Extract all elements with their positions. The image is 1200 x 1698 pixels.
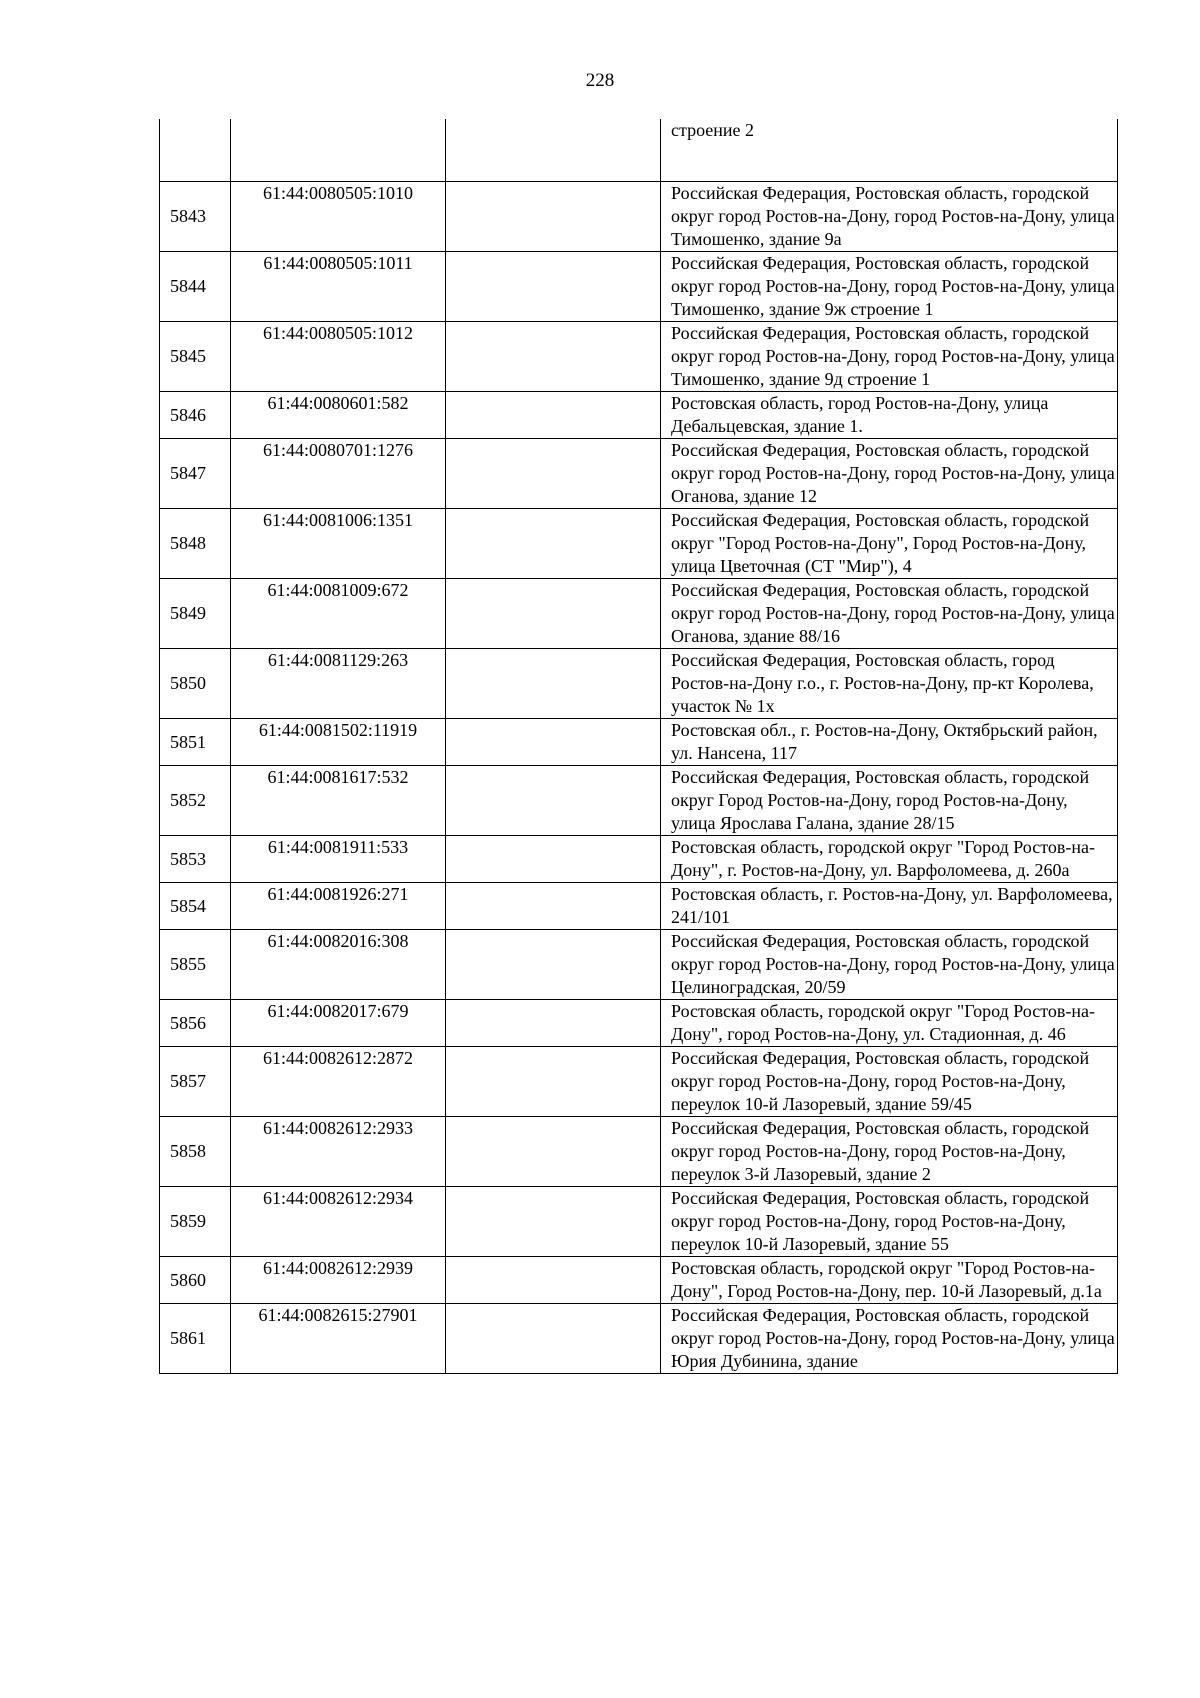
table-row <box>160 439 1118 509</box>
empty-cell <box>446 1304 661 1374</box>
address-cell: Ростовская область, городской округ "Город Ростов-на-Дону", Город Ростов-на-Дону, пер. 10-й Лазоревый, д.1а <box>661 1257 1118 1304</box>
row-number-cell: 5859 <box>160 1187 231 1257</box>
cadastral-number-cell: 61:44:0081129:263 <box>231 649 446 719</box>
empty-cell <box>446 119 661 182</box>
table-row <box>160 1047 1118 1117</box>
cadastral-number-cell: 61:44:0082017:679 <box>231 1000 446 1047</box>
row-number-cell: 5843 <box>160 182 231 252</box>
address-cell: Ростовская область, городской округ "Город Ростов-на-Дону", город Ростов-на-Дону, ул. Стадионная, д. 46 <box>661 1000 1118 1047</box>
empty-cell <box>446 649 661 719</box>
table-row <box>160 883 1118 930</box>
row-number-cell: 5861 <box>160 1304 231 1374</box>
table-row <box>160 719 1118 766</box>
table-row <box>160 1257 1118 1304</box>
address-cell: Российская Федерация, Ростовская область, городской округ город Ростов-на-Дону, город Ростов-на-Дону, улица Юрия Дубинина, здание <box>661 1304 1118 1374</box>
table-row <box>160 1304 1118 1374</box>
table-row <box>160 766 1118 836</box>
table-row <box>160 392 1118 439</box>
empty-cell <box>446 930 661 1000</box>
address-cell: Российская Федерация, Ростовская область, городской округ город Ростов-на-Дону, город Ростов-на-Дону, улица Тимошенко, здание 9ж строение 1 <box>661 252 1118 322</box>
cadastral-number-cell: 61:44:0080505:1010 <box>231 182 446 252</box>
empty-cell <box>446 1047 661 1117</box>
address-cell: Ростовская область, городской округ "Город Ростов-на-Дону", г. Ростов-на-Дону, ул. Варфоломеева, д. 260а <box>661 836 1118 883</box>
cadastral-number-cell <box>231 119 446 182</box>
address-cell: строение 2 <box>661 119 1118 182</box>
table-row <box>160 322 1118 392</box>
cadastral-number-cell: 61:44:0082615:27901 <box>231 1304 446 1374</box>
address-cell: Российская Федерация, Ростовская область, городской округ город Ростов-на-Дону, город Ростов-на-Дону, улица Целиноградская, 20/59 <box>661 930 1118 1000</box>
empty-cell <box>446 1257 661 1304</box>
cadastral-number-cell: 61:44:0082612:2934 <box>231 1187 446 1257</box>
address-cell: Российская Федерация, Ростовская область, городской округ город Ростов-на-Дону, город Ростов-на-Дону, улица Тимошенко, здание 9д строение 1 <box>661 322 1118 392</box>
row-number-cell: 5856 <box>160 1000 231 1047</box>
page-number: 228 <box>585 70 615 91</box>
row-number-cell: 5854 <box>160 883 231 930</box>
address-cell: Российская Федерация, Ростовская область, городской округ Город Ростов-на-Дону, город Ростов-на-Дону, улица Ярослава Галана, здание 28/15 <box>661 766 1118 836</box>
empty-cell <box>446 1117 661 1187</box>
table-row <box>160 1000 1118 1047</box>
row-number-cell: 5849 <box>160 579 231 649</box>
row-number-cell: 5860 <box>160 1257 231 1304</box>
table-row <box>160 1187 1118 1257</box>
empty-cell <box>446 883 661 930</box>
empty-cell <box>446 766 661 836</box>
row-number-cell: 5852 <box>160 766 231 836</box>
address-cell: Российская Федерация, Ростовская область, городской округ город Ростов-на-Дону, город Ростов-на-Дону, улица Тимошенко, здание 9а <box>661 182 1118 252</box>
empty-cell <box>446 1187 661 1257</box>
empty-cell <box>446 439 661 509</box>
address-cell: Российская Федерация, Ростовская область, городской округ город Ростов-на-Дону, город Ростов-на-Дону, переулок 10-й Лазоревый, здание 59/45 <box>661 1047 1118 1117</box>
address-cell: Российская Федерация, Ростовская область, городской округ город Ростов-на-Дону, город Ростов-на-Дону, улица Оганова, здание 88/16 <box>661 579 1118 649</box>
cadastral-number-cell: 61:44:0082612:2933 <box>231 1117 446 1187</box>
empty-cell <box>446 322 661 392</box>
row-number-cell: 5851 <box>160 719 231 766</box>
cadastral-number-cell: 61:44:0081926:271 <box>231 883 446 930</box>
address-cell: Российская Федерация, Ростовская область, город Ростов-на-Дону г.о., г. Ростов-на-Дону, пр-кт Королева, участок № 1х <box>661 649 1118 719</box>
row-number-cell <box>160 119 231 182</box>
cadastral-number-cell: 61:44:0081911:533 <box>231 836 446 883</box>
empty-cell <box>446 719 661 766</box>
row-number-cell: 5858 <box>160 1117 231 1187</box>
row-number-cell: 5853 <box>160 836 231 883</box>
row-number-cell: 5847 <box>160 439 231 509</box>
empty-cell <box>446 509 661 579</box>
table-row <box>160 182 1118 252</box>
cadastral-number-cell: 61:44:0081009:672 <box>231 579 446 649</box>
registry-table-body <box>160 119 1118 1374</box>
address-cell: Ростовская область, город Ростов-на-Дону, улица Дебальцевская, здание 1. <box>661 392 1118 439</box>
table-row <box>160 1117 1118 1187</box>
registry-table <box>159 119 1118 1374</box>
cadastral-number-cell: 61:44:0082612:2939 <box>231 1257 446 1304</box>
table-row <box>160 252 1118 322</box>
row-number-cell: 5848 <box>160 509 231 579</box>
address-cell: Ростовская обл., г. Ростов-на-Дону, Октябрьский район, ул. Нансена, 117 <box>661 719 1118 766</box>
cadastral-number-cell: 61:44:0082612:2872 <box>231 1047 446 1117</box>
cadastral-number-cell: 61:44:0082016:308 <box>231 930 446 1000</box>
cadastral-number-cell: 61:44:0081617:532 <box>231 766 446 836</box>
cadastral-number-cell: 61:44:0081006:1351 <box>231 509 446 579</box>
row-number-cell: 5845 <box>160 322 231 392</box>
cadastral-number-cell: 61:44:0081502:11919 <box>231 719 446 766</box>
empty-cell <box>446 392 661 439</box>
address-cell: Российская Федерация, Ростовская область, городской округ "Город Ростов-на-Дону", Город Ростов-на-Дону, улица Цветочная (СТ "Мир"), 4 <box>661 509 1118 579</box>
address-cell: Российская Федерация, Ростовская область, городской округ город Ростов-на-Дону, город Ростов-на-Дону, переулок 3-й Лазоревый, здание 2 <box>661 1117 1118 1187</box>
empty-cell <box>446 252 661 322</box>
address-cell: Ростовская область, г. Ростов-на-Дону, ул. Варфоломеева, 241/101 <box>661 883 1118 930</box>
table-row <box>160 836 1118 883</box>
address-cell: Российская Федерация, Ростовская область, городской округ город Ростов-на-Дону, город Ростов-на-Дону, переулок 10-й Лазоревый, здание 55 <box>661 1187 1118 1257</box>
empty-cell <box>446 1000 661 1047</box>
cadastral-number-cell: 61:44:0080601:582 <box>231 392 446 439</box>
empty-cell <box>446 579 661 649</box>
row-number-cell: 5857 <box>160 1047 231 1117</box>
address-cell: Российская Федерация, Ростовская область, городской округ город Ростов-на-Дону, город Ростов-на-Дону, улица Оганова, здание 12 <box>661 439 1118 509</box>
row-number-cell: 5846 <box>160 392 231 439</box>
cadastral-number-cell: 61:44:0080505:1012 <box>231 322 446 392</box>
cadastral-number-cell: 61:44:0080701:1276 <box>231 439 446 509</box>
empty-cell <box>446 836 661 883</box>
row-number-cell: 5844 <box>160 252 231 322</box>
table-row <box>160 579 1118 649</box>
empty-cell <box>446 182 661 252</box>
cadastral-number-cell: 61:44:0080505:1011 <box>231 252 446 322</box>
table-row <box>160 649 1118 719</box>
row-number-cell: 5850 <box>160 649 231 719</box>
table-row-continuation <box>160 119 1118 182</box>
table-row <box>160 509 1118 579</box>
row-number-cell: 5855 <box>160 930 231 1000</box>
table-row <box>160 930 1118 1000</box>
